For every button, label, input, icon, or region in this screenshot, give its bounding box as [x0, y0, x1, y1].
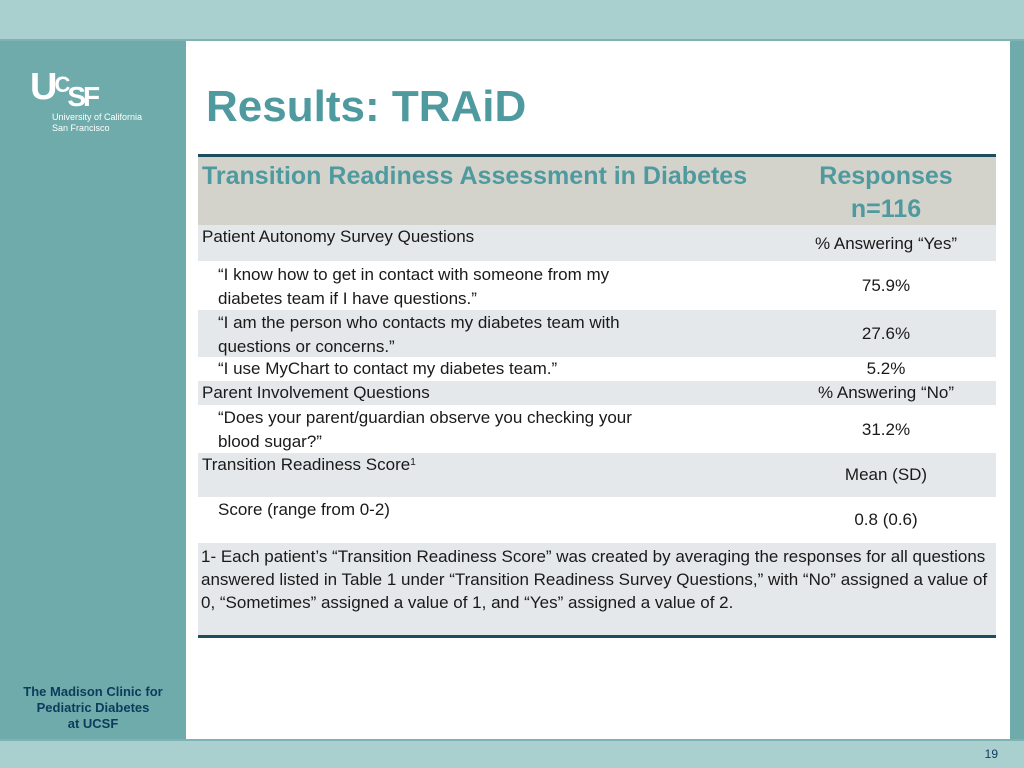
slide-title: Results: TRAiD [206, 82, 527, 131]
logo-text [52, 112, 182, 134]
sidebar [0, 41, 186, 739]
clinic-line-3: at UCSF [67, 716, 119, 731]
row-value: Mean (SD) [844, 465, 928, 484]
bottom-band [0, 741, 1024, 768]
right-strip [1010, 41, 1024, 739]
row-label: Score (range from 0-2) [218, 500, 390, 519]
logo-letter-c: C [54, 72, 68, 97]
row-label-text: Transition Readiness Score [202, 455, 411, 474]
row-value: % Answering “Yes” [814, 234, 958, 253]
row-value: 5.2% [866, 359, 906, 378]
table-row [198, 357, 996, 381]
row-value: 31.2% [861, 420, 911, 439]
table-row [198, 261, 996, 310]
table-row [198, 453, 996, 497]
page-number: 19 [984, 747, 998, 761]
table-footnote: 1- Each patient’s “Transition Readiness Score” was created by averaging the responses for all questions answered listed in Table 1 under “Transition Readiness Survey Questions,” with “No” assigned a value of 0, “Sometimes” assigned a value of 1, and “Yes” assigned a value of 2. [198, 541, 996, 635]
logo-letter-u: U [30, 66, 55, 108]
footnote-marker: 1 [410, 457, 416, 468]
row-value: % Answering “No” [817, 383, 955, 402]
row-value: 27.6% [861, 324, 911, 343]
row-value: 75.9% [861, 276, 911, 295]
header-col-assessment: Transition Readiness Assessment in Diabetes [202, 162, 748, 190]
row-label: “I use MyChart to contact my diabetes team.” [218, 359, 558, 378]
logo-line-2: San Francisco [52, 123, 110, 133]
top-band [0, 0, 1024, 40]
row-label [198, 453, 776, 497]
row-label: “Does your parent/guardian observe you checking your blood sugar?” [218, 408, 632, 451]
table-row [198, 381, 996, 405]
clinic-line-2: Pediatric Diabetes [36, 700, 150, 715]
table-row [198, 225, 996, 261]
row-label: “I know how to get in contact with someone from my diabetes team if I have questions.” [218, 265, 610, 308]
row-label: Patient Autonomy Survey Questions [202, 227, 475, 246]
ucsf-logo-mark [30, 66, 98, 112]
row-label: “I am the person who contacts my diabetes team with questions or concerns.” [218, 313, 620, 356]
header-col-responses [776, 157, 996, 225]
header-n-label: n=116 [850, 195, 922, 223]
clinic-line-1: The Madison Clinic for [23, 684, 163, 699]
row-label: Parent Involvement Questions [202, 383, 430, 402]
logo-line-1: University of California [52, 112, 143, 122]
table-row [198, 405, 996, 453]
ucsf-logo [30, 66, 143, 133]
table-row [198, 310, 996, 357]
results-table [198, 154, 996, 638]
clinic-name [0, 684, 186, 732]
table-row [198, 497, 996, 541]
row-value: 0.8 (0.6) [854, 510, 918, 529]
header-responses-label: Responses [819, 162, 953, 190]
table-header-row [198, 157, 996, 225]
logo-letters-sf: SF [67, 81, 98, 112]
